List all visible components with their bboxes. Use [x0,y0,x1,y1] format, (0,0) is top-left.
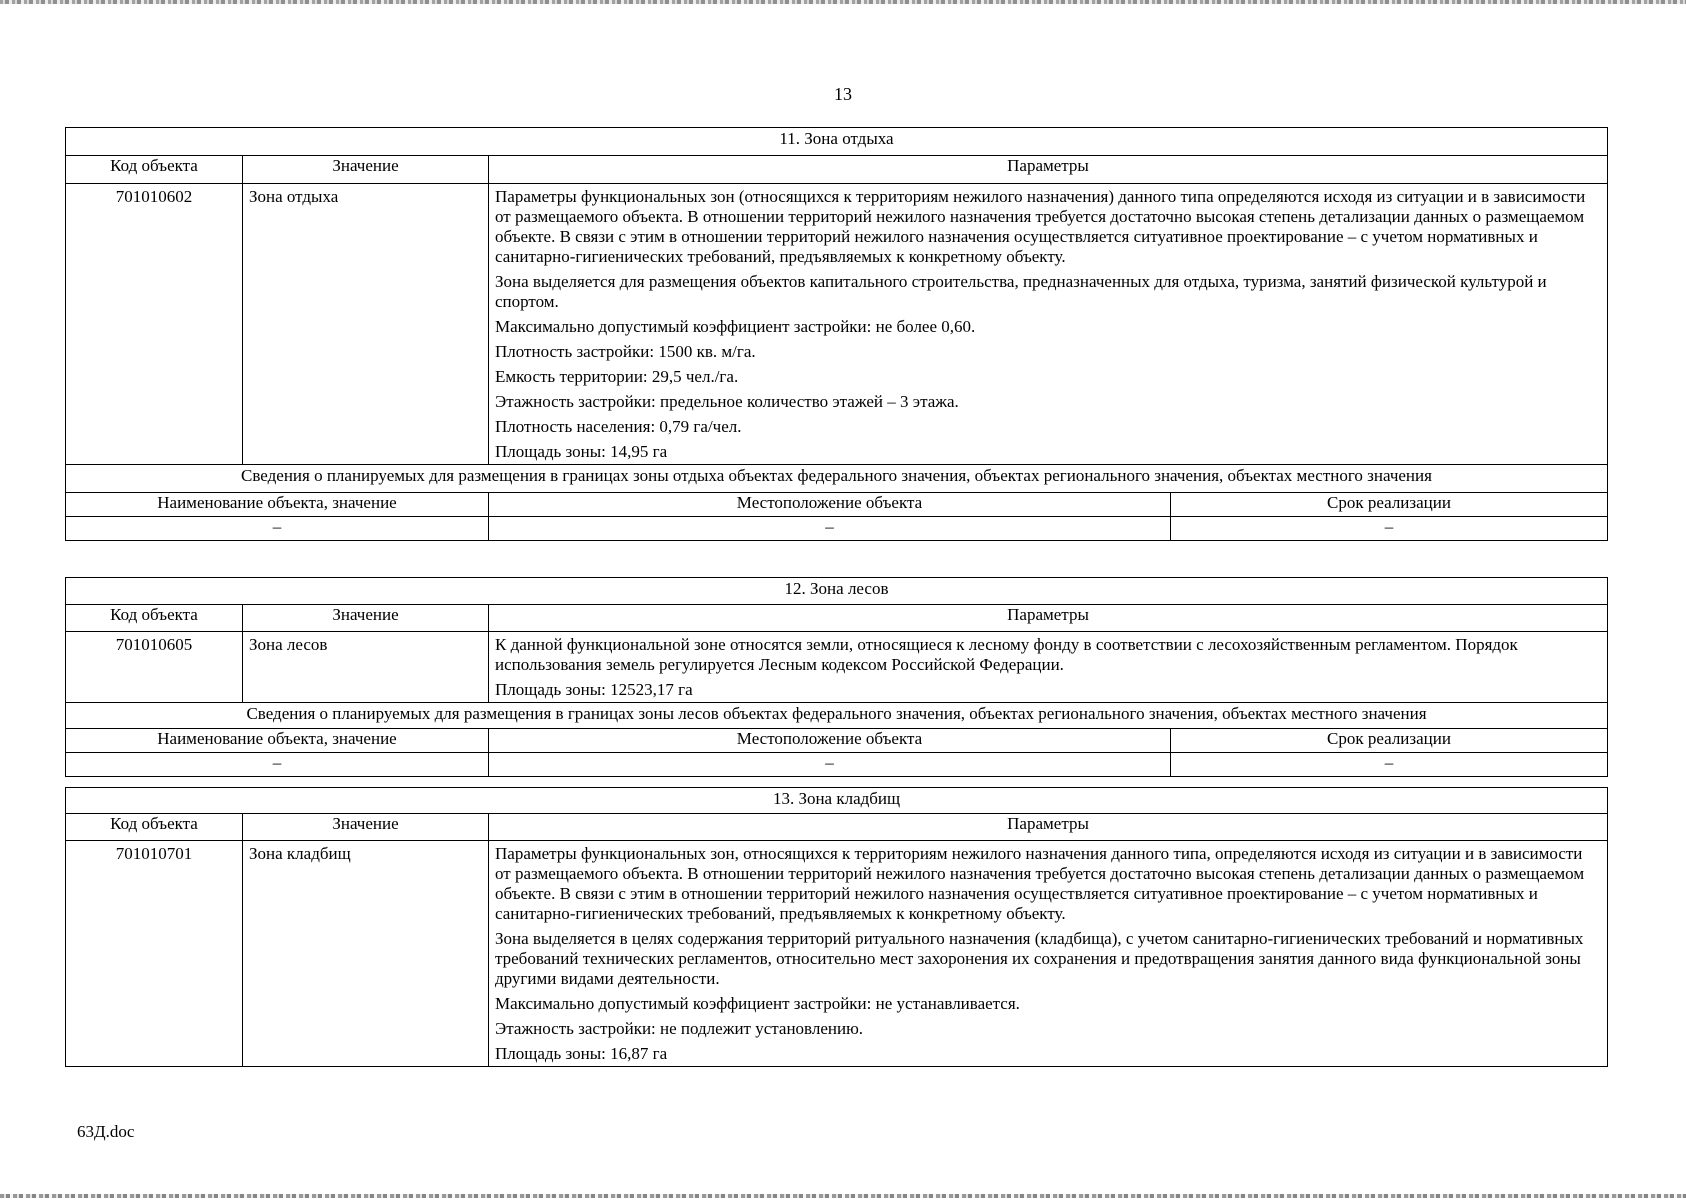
planned-objects-heading: Сведения о планируемых для размещения в границах зоны лесов объектах федерального значения, объектах регионального значения, объектах местного значения [66,703,1608,729]
param-text: Параметры функциональных зон (относящихся к территориям нежилого назначения) данного типа определяются исходя из ситуации и в зависимости от размещаемого объекта. В отношении территорий нежилого назначения требуется достаточно высокая степень детализации данных о размещаемом объекте. В связи с этим в отношении территорий нежилого назначения осуществляется ситуативное проектирование – с учетом нормативных и санитарно-гигиенических требований, предъявляемых к конкретному объекту. [495,187,1586,266]
column-header-params: Параметры [489,156,1608,184]
document-filename: 63Д.doc [77,1122,135,1141]
column-header-params: Параметры [489,814,1608,841]
column-header-code: Код объекта [66,156,243,184]
object-value: Зона отдыха [243,184,489,465]
param-text: Зона выделяется в целях содержания территорий ритуального назначения (кладбища), с учетом санитарно-гигиенических требований и нормативных требований технических регламентов, относительно мест захоронения их сохранения и предотвращения занятия данного вида функциональной зоны другими видами деятельности. [495,929,1584,988]
planned-object-location: – [489,517,1171,541]
column-header-object-name: Наименование объекта, значение [66,729,489,753]
object-parameters [489,841,1608,1067]
planned-objects-heading: Сведения о планируемых для размещения в границах зоны отдыха объектах федерального значения, объектах регионального значения, объектах местного значения [66,465,1608,493]
column-header-code: Код объекта [66,605,243,632]
param-text: К данной функциональной зоне относятся земли, относящиеся к лесному фонду в соответствии с лесохозяйственным регламентом. Порядок использования земель регулируется Лесным кодексом Российской Федерации. [495,635,1518,674]
object-value: Зона лесов [243,632,489,703]
object-parameters [489,184,1608,465]
column-header-object-name: Наименование объекта, значение [66,493,489,517]
planned-object-term: – [1171,517,1608,541]
planned-object-term: – [1171,753,1608,777]
object-code: 701010602 [66,184,243,465]
column-header-code: Код объекта [66,814,243,841]
object-code: 701010605 [66,632,243,703]
planned-object-name: – [66,517,489,541]
object-code: 701010701 [66,841,243,1067]
object-value: Зона кладбищ [243,841,489,1067]
column-header-value: Значение [243,156,489,184]
zone-title: 11. Зона отдыха [66,128,1608,156]
column-header-object-term: Срок реализации [1171,493,1608,517]
column-header-object-location: Местоположение объекта [489,493,1171,517]
param-text: Площадь зоны: 14,95 га [495,442,668,461]
column-header-object-term: Срок реализации [1171,729,1608,753]
param-text: Максимально допустимый коэффициент застройки: не устанавливается. [495,994,1020,1013]
planned-object-name: – [66,753,489,777]
column-header-value: Значение [243,814,489,841]
param-text: Плотность застройки: 1500 кв. м/га. [495,342,756,361]
param-text: Зона выделяется для размещения объектов капитального строительства, предназначенных для отдыха, туризма, занятий физической культурой и спортом. [495,272,1547,311]
param-text: Параметры функциональных зон, относящихся к территориям нежилого назначения данного типа, определяются исходя из ситуации и в зависимости от размещаемого объекта. В отношении территорий нежилого назначения требуется достаточно высокая степень детализации данных о размещаемом объекте. В связи с этим в отношении территорий нежилого назначения осуществляется ситуативное проектирование – с учетом нормативных и санитарно-гигиенических требований, предъявляемых к конкретному объекту. [495,844,1585,923]
param-text: Плотность населения: 0,79 га/чел. [495,417,742,436]
param-text: Максимально допустимый коэффициент застройки: не более 0,60. [495,317,976,336]
object-parameters [489,632,1608,703]
column-header-object-location: Местоположение объекта [489,729,1171,753]
zone-13-table [65,787,1608,1067]
scan-edge-bottom [0,1194,1686,1198]
zone-title: 13. Зона кладбищ [66,788,1608,814]
page-number: 13 [834,84,852,104]
planned-object-location: – [489,753,1171,777]
zone-11-table [65,127,1608,541]
zone-title: 12. Зона лесов [66,578,1608,605]
param-text: Площадь зоны: 16,87 га [495,1044,668,1063]
column-header-params: Параметры [489,605,1608,632]
param-text: Емкость территории: 29,5 чел./га. [495,367,739,386]
column-header-value: Значение [243,605,489,632]
param-text: Площадь зоны: 12523,17 га [495,680,693,699]
zone-12-table [65,577,1608,777]
param-text: Этажность застройки: предельное количество этажей – 3 этажа. [495,392,959,411]
scan-edge-top [0,0,1686,4]
param-text: Этажность застройки: не подлежит установлению. [495,1019,864,1038]
